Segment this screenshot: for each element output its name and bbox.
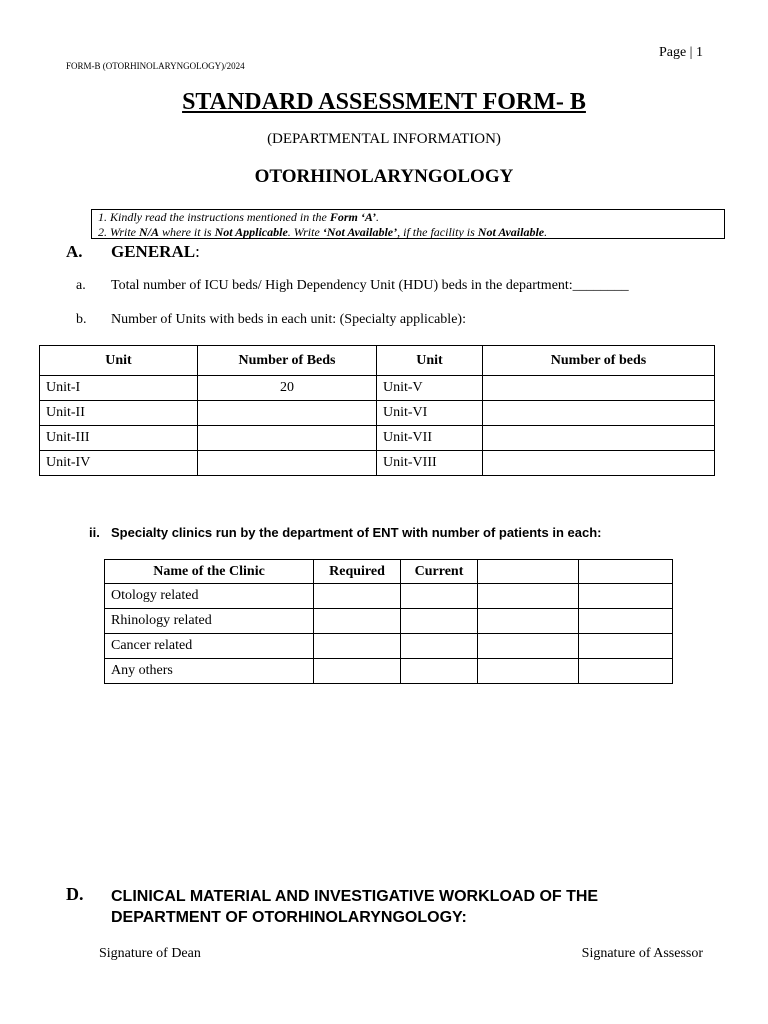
question-a-text: Total number of ICU beds/ High Dependency Unit (HDU) beds in the department:________ [111, 278, 629, 293]
blank-cell[interactable] [478, 659, 579, 684]
blank-cell[interactable] [579, 609, 673, 634]
beds-cell[interactable] [483, 451, 715, 476]
clinics-table-header [105, 560, 673, 584]
instruction-text: 1. Kindly read the instructions mentioned in the [98, 210, 330, 224]
instruction-emphasis: Form ‘A’ [329, 210, 376, 224]
question-b-marker: b. [76, 312, 87, 327]
beds-cell[interactable] [483, 401, 715, 426]
clinic-name-cell: Cancer related [105, 634, 314, 659]
instruction-text: . Write [287, 225, 323, 239]
blank-cell[interactable] [478, 634, 579, 659]
unit-cell: Unit-VI [377, 401, 483, 426]
blank-cell[interactable] [579, 659, 673, 684]
beds-cell[interactable]: 20 [198, 376, 377, 401]
signature-assessor: Signature of Assessor [581, 946, 703, 961]
instruction-line-1 [98, 210, 724, 225]
current-cell[interactable] [401, 609, 478, 634]
instruction-text: , if the facility is [397, 225, 478, 239]
form-code: FORM-B (OTORHINOLARYNGOLOGY)/2024 [66, 61, 245, 71]
instruction-emphasis: Not Applicable [214, 225, 288, 239]
header-unit: Unit [40, 346, 198, 376]
section-a-title-suffix: : [195, 242, 200, 261]
header-blank [478, 560, 579, 584]
clinic-name-cell: Rhinology related [105, 609, 314, 634]
unit-cell: Unit-VIII [377, 451, 483, 476]
page-title: STANDARD ASSESSMENT FORM- B [182, 89, 586, 115]
unit-cell: Unit-VII [377, 426, 483, 451]
clinic-name-cell: Otology related [105, 584, 314, 609]
instruction-text: where it is [159, 225, 215, 239]
instruction-emphasis: ‘Not Available’ [322, 225, 398, 239]
table-row [105, 609, 673, 634]
units-table [39, 345, 715, 476]
header-required: Required [314, 560, 401, 584]
header-number-of-beds: Number of beds [483, 346, 715, 376]
section-a-letter: A. [66, 242, 83, 261]
unit-cell: Unit-I [40, 376, 198, 401]
clinics-table [104, 559, 673, 684]
unit-cell: Unit-II [40, 401, 198, 426]
instructions-box [91, 209, 725, 239]
required-cell[interactable] [314, 609, 401, 634]
section-d-title [111, 886, 721, 928]
blank-cell[interactable] [478, 609, 579, 634]
section-a-title [111, 242, 200, 262]
question-ii-marker: ii. [89, 525, 100, 540]
instruction-text: . [544, 225, 548, 239]
table-row [105, 659, 673, 684]
header-blank [579, 560, 673, 584]
table-row [105, 584, 673, 609]
header-clinic-name: Name of the Clinic [105, 560, 314, 584]
section-d-title-line-1: CLINICAL MATERIAL AND INVESTIGATIVE WORKLOAD OF THE [111, 888, 599, 905]
table-row [40, 426, 715, 451]
unit-cell: Unit-V [377, 376, 483, 401]
section-d-letter: D. [66, 884, 84, 904]
question-a-marker: a. [76, 278, 86, 293]
beds-cell[interactable] [198, 426, 377, 451]
table-row [40, 401, 715, 426]
table-row [40, 451, 715, 476]
blank-cell[interactable] [579, 634, 673, 659]
beds-cell[interactable] [483, 376, 715, 401]
question-ii-text: Specialty clinics run by the department of ENT with number of patients in each: [111, 525, 602, 540]
header-unit: Unit [377, 346, 483, 376]
section-a-title-text: GENERAL [111, 242, 196, 261]
page-number: Page | 1 [658, 45, 703, 60]
department-heading: OTORHINOLARYNGOLOGY [254, 166, 514, 187]
table-row [40, 376, 715, 401]
header-current: Current [401, 560, 478, 584]
question-b-text: Number of Units with beds in each unit: (Specialty applicable): [111, 312, 466, 327]
blank-cell[interactable] [478, 584, 579, 609]
instruction-emphasis: N/A [139, 225, 160, 239]
required-cell[interactable] [314, 634, 401, 659]
beds-cell[interactable] [198, 401, 377, 426]
signature-dean: Signature of Dean [99, 946, 201, 961]
instruction-text: 2. Write [98, 225, 139, 239]
current-cell[interactable] [401, 634, 478, 659]
current-cell[interactable] [401, 584, 478, 609]
instruction-emphasis: Not Available [477, 225, 545, 239]
beds-cell[interactable] [483, 426, 715, 451]
required-cell[interactable] [314, 659, 401, 684]
header-number-of-beds: Number of Beds [198, 346, 377, 376]
unit-cell: Unit-IV [40, 451, 198, 476]
instruction-text: . [376, 210, 379, 224]
unit-cell: Unit-III [40, 426, 198, 451]
section-d-title-line-2: DEPARTMENT OF OTORHINOLARYNGOLOGY: [111, 909, 467, 926]
clinic-name-cell: Any others [105, 659, 314, 684]
beds-cell[interactable] [198, 451, 377, 476]
current-cell[interactable] [401, 659, 478, 684]
table-row [105, 634, 673, 659]
units-table-header [40, 346, 715, 376]
instruction-line-2 [98, 225, 724, 240]
required-cell[interactable] [314, 584, 401, 609]
blank-cell[interactable] [579, 584, 673, 609]
page-subtitle: (DEPARTMENTAL INFORMATION) [267, 131, 501, 147]
